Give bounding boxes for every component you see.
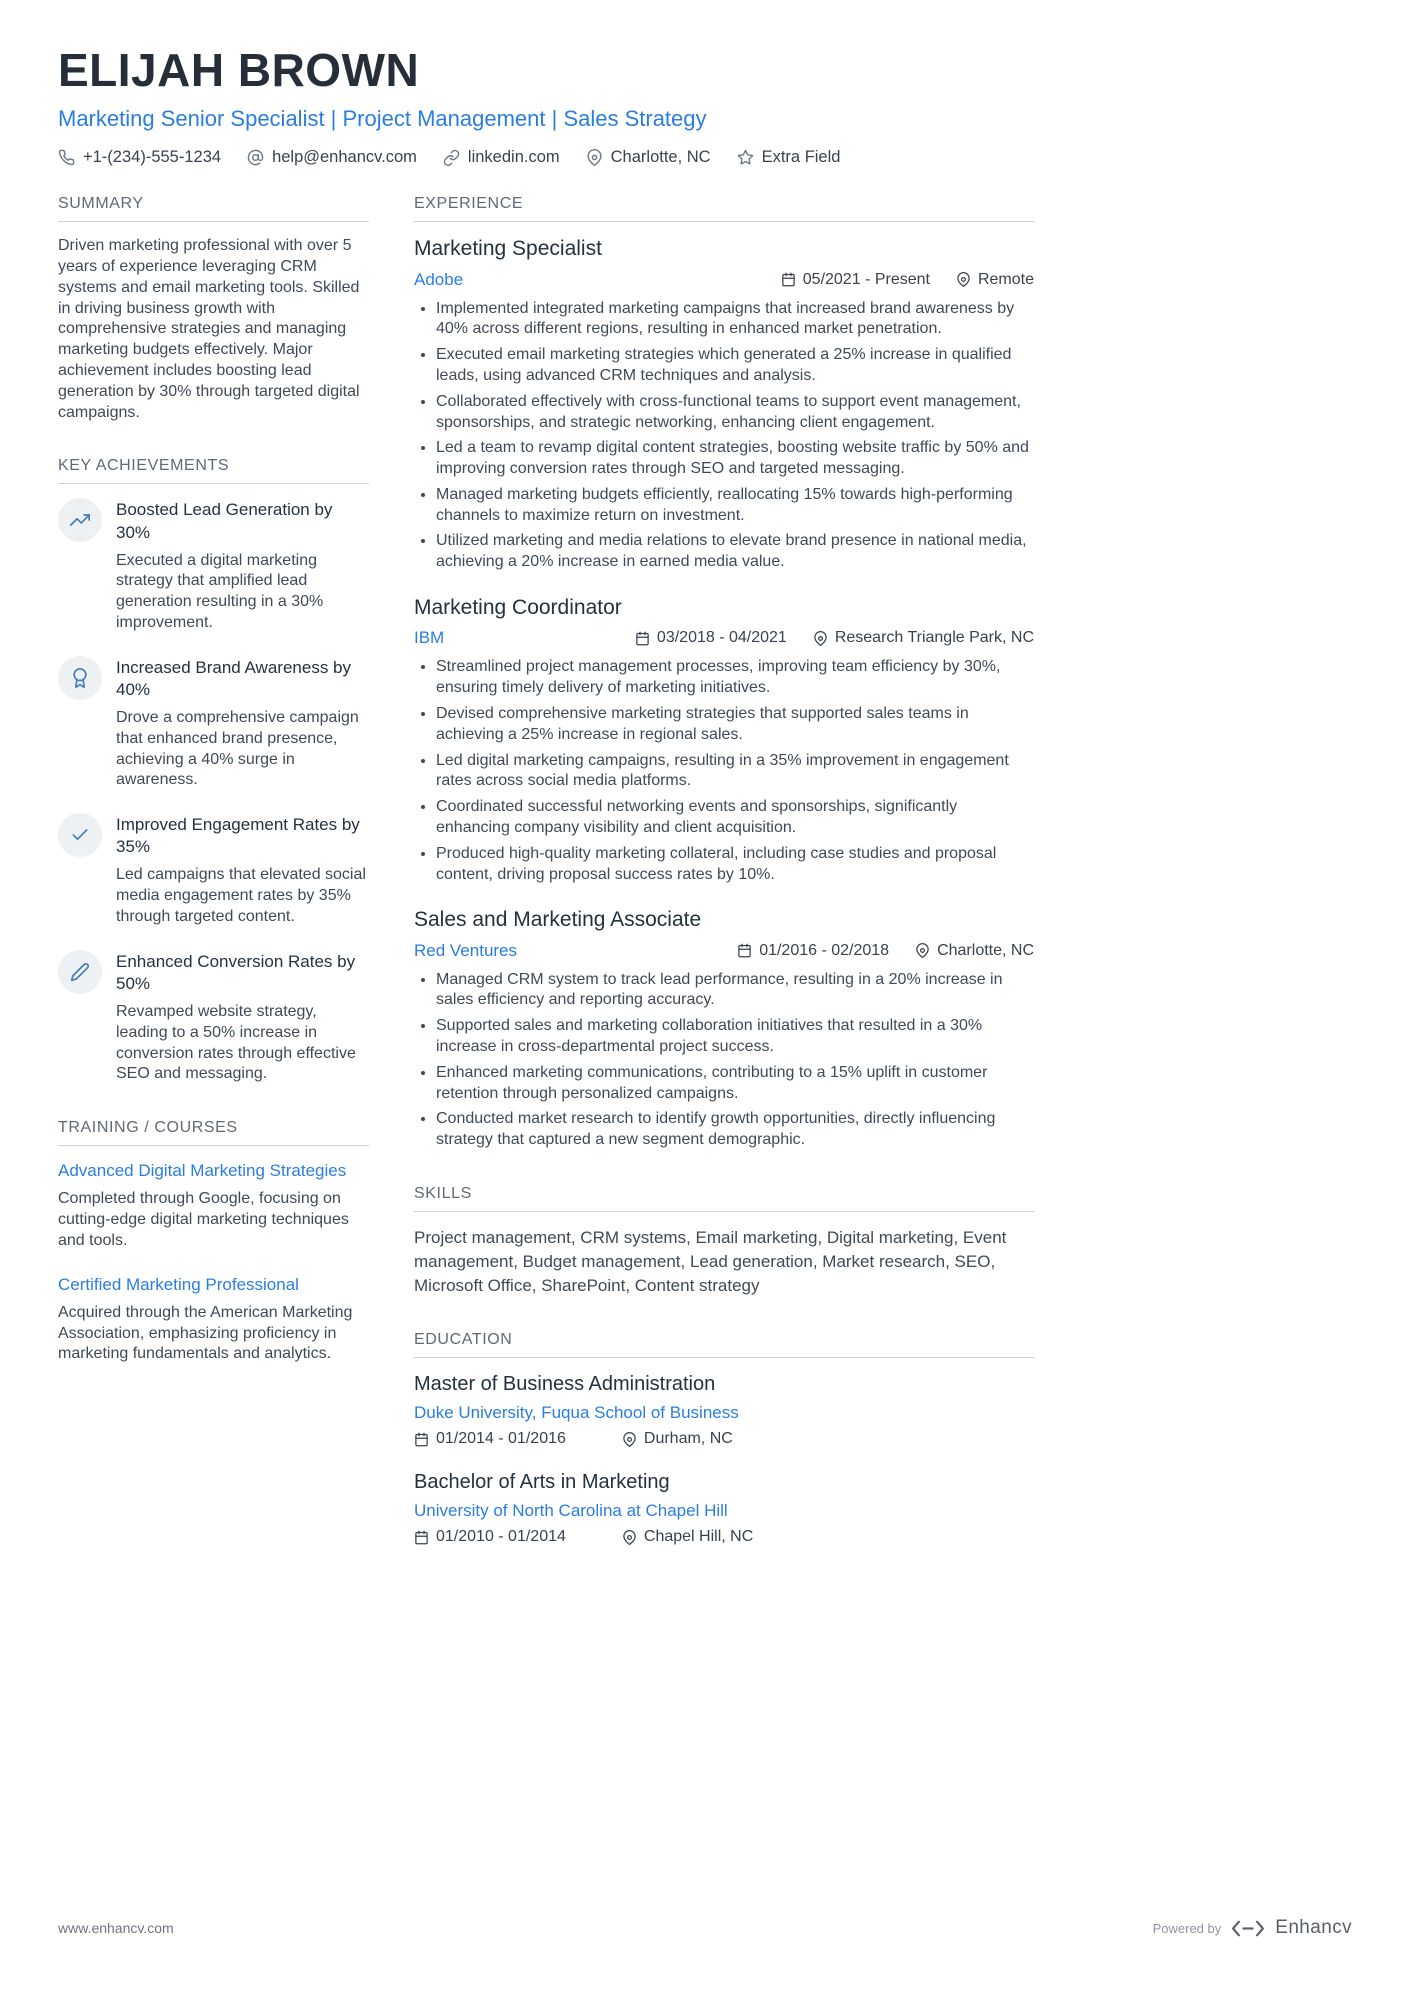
main-column (414, 195, 1034, 1580)
course-description: Acquired through the American Marketing Association, emphasizing proficiency in marketing fundamentals and analytics. (58, 1303, 353, 1363)
summary-heading: SUMMARY (58, 195, 369, 222)
company-name: IBM (414, 628, 445, 648)
location-pin-icon (956, 272, 971, 287)
job-location-text: Research Triangle Park, NC (834, 629, 1034, 647)
job-entry (414, 907, 1034, 1151)
achievement-body (116, 813, 369, 928)
job-title: Sales and Marketing Associate (414, 908, 702, 932)
powered-by[interactable] (1153, 1917, 1352, 1939)
check-icon (58, 813, 102, 857)
achievement-body (116, 498, 369, 633)
powered-by-label: Powered by (1152, 1920, 1222, 1936)
education-location-text: Chapel Hill, NC (643, 1528, 754, 1546)
at-sign-icon (247, 149, 264, 166)
degree-title: Master of Business Administration (414, 1373, 716, 1396)
contact-linkedin-text: linkedin.com (467, 148, 560, 167)
education-entry (414, 1372, 1034, 1448)
school-name: University of North Carolina at Chapel Hill (414, 1501, 728, 1521)
link-icon (443, 149, 460, 166)
job-bullets (414, 970, 1034, 1151)
achievement-title: Increased Brand Awareness by 40% (116, 657, 351, 699)
calendar-icon (635, 631, 650, 646)
location-pin-icon (622, 1530, 637, 1545)
course-item (58, 1274, 369, 1365)
job-location-text: Charlotte, NC (937, 941, 1034, 959)
education-dates (414, 1528, 566, 1546)
training-section (58, 1119, 369, 1365)
course-title: Advanced Digital Marketing Strategies (58, 1161, 347, 1181)
job-bullet: • Managed marketing budgets efficiently, reallocating 15% towards high-performing channels to maximize return on investment. (436, 485, 1034, 527)
job-dates (781, 271, 930, 289)
job-bullet: • Utilized marketing and media relations to elevate brand presence in national media, achieving a 20% increase in earned media value. (436, 531, 1034, 573)
resume-header (58, 46, 1352, 167)
achievement-description: Revamped website strategy, leading to a 50% increase in conversion rates through effective SEO and messaging. (116, 1002, 356, 1083)
school-name: Duke University, Fuqua School of Business (414, 1403, 739, 1423)
job-bullet: • Executed email marketing strategies which generated a 25% increase in qualified leads, using advanced CRM techniques and analysis. (436, 345, 1034, 387)
contact-email-text: help@enhancv.com (272, 148, 417, 167)
job-bullets (414, 299, 1034, 574)
candidate-headline: Marketing Senior Specialist | Project Management | Sales Strategy (58, 105, 707, 131)
contact-extra-field (737, 148, 841, 167)
achievement-title: Boosted Lead Generation by 30% (116, 500, 333, 542)
contact-phone-text: +1-(234)-555-1234 (83, 148, 222, 167)
course-item (58, 1160, 369, 1251)
course-description: Completed through Google, focusing on cutting-edge digital marketing techniques and tools. (58, 1190, 349, 1249)
job-location (813, 629, 1034, 647)
job-dates (737, 942, 889, 960)
achievement-body (116, 656, 369, 791)
skills-list: Project management, CRM systems, Email marketing, Digital marketing, Event management, Budget management, Lead generation, Market research, SEO, Microsoft Office, SharePoint, Content strategy (414, 1227, 1007, 1295)
job-location (956, 271, 1034, 289)
location-pin-icon (622, 1432, 637, 1447)
achievement-item (58, 950, 369, 1085)
summary-text: Driven marketing professional with over 5 years of experience leveraging CRM systems and email marketing tools. Skilled in driving business growth with comprehensive strategies and managing marketing budgets effectively. Major achievement includes boosting lead generation by 30% through targeted digital campaigns. (58, 237, 360, 421)
phone-icon (58, 149, 75, 166)
calendar-icon (414, 1530, 429, 1545)
star-icon (737, 149, 754, 166)
education-dates-text: 01/2010 - 01/2014 (436, 1528, 566, 1546)
location-pin-icon (813, 631, 828, 646)
contact-location (586, 148, 711, 167)
achievement-description: Executed a digital marketing strategy that amplified lead generation resulting in a 30% improvement. (116, 551, 324, 632)
job-bullet: • Collaborated effectively with cross-functional teams to support event management, sponsorships, and strategic networking, enhancing client engagement. (436, 392, 1034, 434)
achievement-item (58, 656, 369, 791)
job-dates-text: 05/2021 - Present (802, 270, 930, 288)
enhancv-brand: Enhancv (1275, 1917, 1352, 1938)
job-bullet: • Implemented integrated marketing campaigns that increased brand awareness by 40% across different regions, resulting in enhanced market penetration. (436, 299, 1034, 341)
achievement-description: Led campaigns that elevated social media engagement rates by 35% through targeted content. (116, 866, 366, 925)
job-bullet: • Produced high-quality marketing collateral, including case studies and proposal content, driving proposal success rates by 10%. (436, 844, 1034, 886)
education-meta-row (414, 1430, 1034, 1448)
job-entry (414, 236, 1034, 573)
achievement-body (116, 950, 369, 1085)
job-meta-row (414, 628, 1034, 648)
job-location (915, 942, 1034, 960)
skills-section (414, 1185, 1034, 1297)
training-heading: TRAINING / COURSES (58, 1119, 369, 1146)
education-entry (414, 1470, 1034, 1546)
job-location-text: Remote (977, 270, 1034, 288)
contact-phone[interactable] (58, 148, 221, 167)
contact-email[interactable] (247, 148, 417, 167)
education-location (622, 1430, 733, 1448)
degree-title: Bachelor of Arts in Marketing (414, 1471, 670, 1494)
job-bullet: • Streamlined project management processes, improving team efficiency by 30%, ensuring timely delivery of marketing initiatives. (436, 657, 1034, 699)
experience-heading: EXPERIENCE (414, 195, 1034, 222)
education-meta-row (414, 1528, 1034, 1546)
job-bullet: • Coordinated successful networking events and sponsorships, significantly enhancing company visibility and client acquisition. (436, 797, 1034, 839)
job-title: Marketing Specialist (414, 237, 602, 261)
experience-section (414, 195, 1034, 1151)
medal-icon (58, 656, 102, 700)
achievement-item (58, 498, 369, 633)
achievement-description: Drove a comprehensive campaign that enhanced brand presence, achieving a 40% surge in awareness. (116, 709, 359, 789)
company-name: Red Ventures (414, 940, 518, 960)
trending-up-icon (58, 498, 102, 542)
contact-location-text: Charlotte, NC (610, 148, 711, 167)
course-title: Certified Marketing Professional (58, 1274, 299, 1294)
calendar-icon (414, 1432, 429, 1447)
education-location-text: Durham, NC (643, 1430, 733, 1448)
skills-heading: SKILLS (414, 1185, 1034, 1212)
job-bullets (414, 657, 1034, 885)
website-link[interactable]: www.enhancv.com (58, 1920, 174, 1936)
job-meta-row (414, 941, 1034, 961)
contact-linkedin[interactable] (443, 148, 560, 167)
education-dates (414, 1430, 566, 1448)
contact-extra-field-text: Extra Field (761, 148, 841, 167)
calendar-icon (737, 943, 752, 958)
key-achievements-section (58, 457, 369, 1085)
achievement-title: Improved Engagement Rates by 35% (116, 815, 360, 857)
education-dates-text: 01/2014 - 01/2016 (436, 1430, 566, 1448)
job-dates-text: 01/2016 - 02/2018 (759, 941, 890, 959)
job-bullet: • Led a team to revamp digital content strategies, boosting website traffic by 50% and improving conversion rates through SEO and targeted messaging. (436, 438, 1034, 480)
job-meta-row (414, 270, 1034, 290)
content-columns (58, 195, 1352, 1580)
location-pin-icon (915, 943, 930, 958)
pen-icon (58, 950, 102, 994)
job-bullet: • Devised comprehensive marketing strategies that supported sales teams in achieving a 25% increase in regional sales. (436, 704, 1034, 746)
job-bullet: • Enhanced marketing communications, contributing to a 15% uplift in customer retention through personalized campaigns. (436, 1063, 1034, 1105)
contact-row (58, 148, 1352, 167)
location-pin-icon (586, 149, 603, 166)
job-bullet: • Conducted market research to identify growth opportunities, directly influencing strategy that captured a new segment demographic. (436, 1109, 1034, 1151)
job-bullet: • Supported sales and marketing collaboration initiatives that resulted in a 30% increase in cross-departmental project success. (436, 1016, 1034, 1058)
job-dates-text: 03/2018 - 04/2021 (656, 629, 787, 647)
page-footer (58, 1917, 1352, 1939)
sidebar-column (58, 195, 369, 1399)
job-bullet: • Led digital marketing campaigns, resulting in a 35% improvement in engagement rates across social media platforms. (436, 751, 1034, 793)
education-location (622, 1528, 753, 1546)
job-entry (414, 595, 1034, 885)
achievement-title: Enhanced Conversion Rates by 50% (116, 951, 356, 993)
job-title: Marketing Coordinator (414, 596, 622, 620)
candidate-name: ELIJAH BROWN (58, 44, 420, 96)
education-heading: EDUCATION (414, 1331, 1034, 1358)
key-achievements-heading: KEY ACHIEVEMENTS (58, 457, 369, 484)
job-bullet: • Managed CRM system to track lead performance, resulting in a 20% increase in sales efficiency and reporting accuracy. (436, 970, 1034, 1012)
summary-section (58, 195, 369, 423)
calendar-icon (781, 272, 796, 287)
achievement-item (58, 813, 369, 928)
job-dates (635, 629, 787, 647)
company-name: Adobe (414, 269, 464, 289)
education-section (414, 1331, 1034, 1546)
enhancv-logo-icon (1230, 1919, 1266, 1938)
